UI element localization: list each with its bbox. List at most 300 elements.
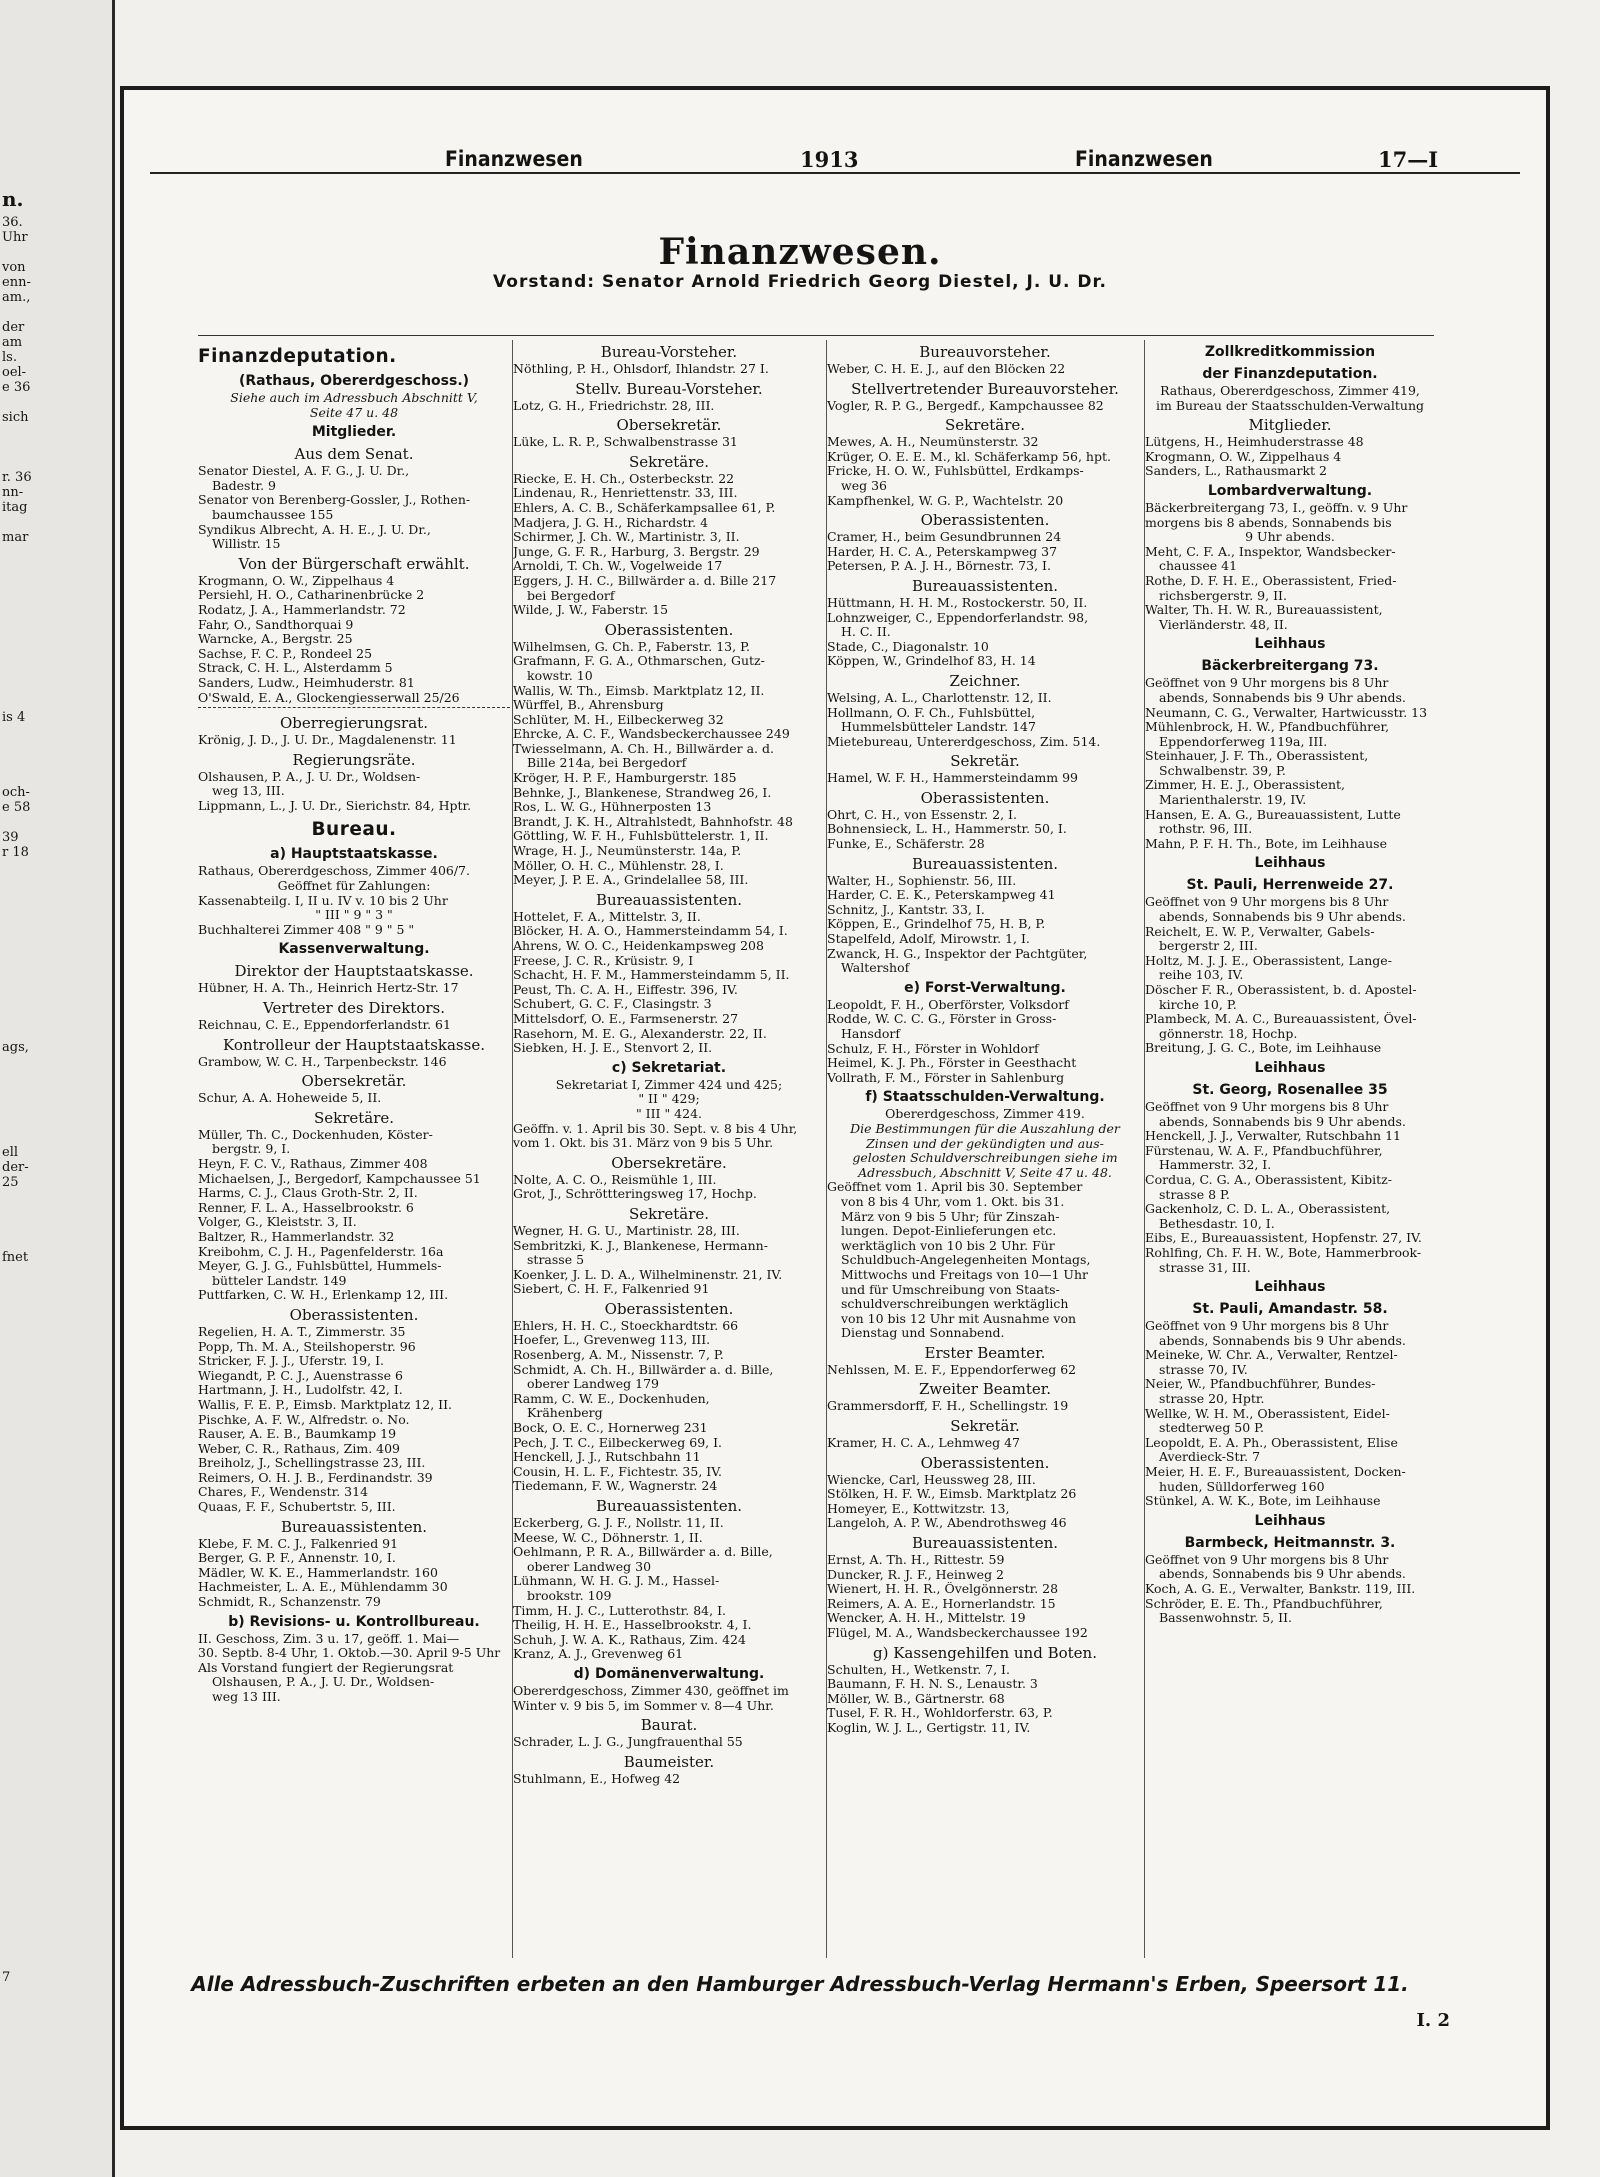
entry-line: Als Vorstand fungiert der Regierungsrat xyxy=(198,1660,454,1675)
entry-line: vom 1. Okt. bis 31. März von 9 bis 5 Uhr. xyxy=(513,1136,774,1151)
entry-line: Geöffnet von 9 Uhr morgens bis 8 Uhr xyxy=(1145,1099,1389,1114)
entry-line: Eibs, E., Bureauassistent, Hopfenstr. 27, IV. xyxy=(1145,1231,1422,1246)
entry-line: Möller, O. H. C., Mühlenstr. 28, I. xyxy=(513,858,724,873)
entry-line: Bock, O. E. C., Hornerweg 231 xyxy=(513,1421,708,1436)
section-heading: Leihhaus xyxy=(1254,1059,1326,1076)
entry-line: morgens bis 8 abends, Sonnabends bis xyxy=(1145,515,1392,530)
entry-line: Koglin, W. J. L., Gertigstr. 11, IV. xyxy=(827,1720,1031,1735)
entry-line: Junge, G. F. R., Harburg, 3. Bergstr. 29 xyxy=(513,544,760,559)
entry-line: Harms, C. J., Claus Groth-Str. 2, II. xyxy=(198,1186,418,1201)
entry-line: Madjera, J. G. H., Richardstr. 4 xyxy=(513,515,709,530)
entry-line: Lüke, L. R. P., Schwalbenstrasse 31 xyxy=(513,435,738,450)
section-heading: Bureauassistenten. xyxy=(911,854,1059,873)
entry-line: Willistr. 15 xyxy=(212,537,281,552)
entry-line: Schlüter, M. H., Eilbeckerweg 32 xyxy=(513,712,724,727)
entry-line: " III " 9 " 3 " xyxy=(315,908,393,923)
entry-line: Stünkel, A. W. K., Bote, im Leihhause xyxy=(1145,1494,1381,1509)
entry-line: Timm, H. J. C., Lutterothstr. 84, I. xyxy=(513,1603,726,1618)
entry-line: 30. Septb. 8-4 Uhr, 1. Oktob.—30. April 9-5 Uhr xyxy=(198,1646,501,1661)
section-heading: Sekretär. xyxy=(950,1417,1020,1436)
section-heading: Sekretäre. xyxy=(628,452,710,471)
margin-fragment: sich xyxy=(2,410,29,425)
margin-fragment: e 36 xyxy=(2,380,31,395)
entry-line: Winter v. 9 bis 5, im Sommer v. 8—4 Uhr. xyxy=(513,1698,774,1713)
margin-fragment: nn- xyxy=(2,485,24,500)
entry-line: Wilhelmsen, G. Ch. P., Faberstr. 13, P. xyxy=(513,639,750,654)
section-heading: Kontrolleur der Hauptstaatskasse. xyxy=(223,1035,485,1054)
columns-area xyxy=(198,335,1434,1960)
section-heading: Lombardverwaltung. xyxy=(1207,482,1373,499)
section-heading: Oberassistenten. xyxy=(604,1299,734,1318)
margin-fragment: der- xyxy=(2,1160,29,1175)
section-heading: Kassenverwaltung. xyxy=(278,941,430,958)
entry-line: Vollrath, F. M., Förster in Sahlenburg xyxy=(827,1070,1065,1085)
section-heading: Sekretäre. xyxy=(628,1204,710,1223)
margin-fragment: r 18 xyxy=(2,845,29,860)
entry-line: Stade, C., Diagonalstr. 10 xyxy=(827,639,989,654)
entry-line: Schur, A. A. Hoheweide 5, II. xyxy=(198,1091,382,1106)
entry-line: Hottelet, F. A., Mittelstr. 3, II. xyxy=(513,909,701,924)
entry-line: Schulz, F. H., Förster in Wohldorf xyxy=(827,1041,1039,1056)
entry-line: Stricker, F. J. J., Uferstr. 19, I. xyxy=(198,1354,384,1369)
section-heading: Sekretäre. xyxy=(313,1108,395,1127)
section-heading: b) Revisions- u. Kontrollbureau. xyxy=(228,1613,480,1630)
entry-line: Wilde, J. W., Faberstr. 15 xyxy=(513,603,669,618)
note-line: Siehe auch im Adressbuch Abschnitt V, xyxy=(230,391,478,405)
entry-line: Volger, G., Kleiststr. 3, II. xyxy=(198,1215,357,1230)
entry-line: Bäckerbreitergang 73, I., geöffn. v. 9 Uhr xyxy=(1145,500,1408,515)
entry-line: Wencker, A. H. H., Mittelstr. 19 xyxy=(827,1611,1026,1626)
entry-line: Hüttmann, H. H. M., Rostockerstr. 50, II. xyxy=(827,595,1088,610)
entry-line: Grafmann, F. G. A., Othmarschen, Gutz- xyxy=(513,654,765,669)
entry-line: Weber, C. H. E. J., auf den Blöcken 22 xyxy=(827,362,1066,376)
section-heading: Mitglieder. xyxy=(1248,416,1332,435)
section-heading: Oberassistenten. xyxy=(920,511,1050,530)
margin-fragment: von xyxy=(2,260,26,275)
entry-line: H. C. II. xyxy=(841,625,891,640)
entry-line: Michaelsen, J., Bergedorf, Kampchaussee 51 xyxy=(198,1171,481,1186)
entry-line: Ros, L. W. G., Hühnerposten 13 xyxy=(513,800,712,815)
entry-line: Ehlers, H. H. C., Stoeckhardtstr. 66 xyxy=(513,1318,739,1333)
column-4 xyxy=(1144,340,1435,1958)
margin-fragment: n. xyxy=(2,187,24,211)
entry-line: Rohlfing, Ch. F. H. W., Bote, Hammerbrook- xyxy=(1145,1245,1422,1260)
entry-line: Heyn, F. C. V., Rathaus, Zimmer 408 xyxy=(198,1157,428,1171)
entry-line: Eckerberg, G. J. F., Nollstr. 11, II. xyxy=(513,1516,724,1530)
section-heading: Vertreter des Direktors. xyxy=(262,999,446,1018)
entry-line: Hollmann, O. F. Ch., Fuhlsbüttel, xyxy=(827,705,1036,720)
entry-line: Geöffn. v. 1. April bis 30. Sept. v. 8 bis 4 Uhr, xyxy=(513,1121,798,1136)
entry-line: Hübner, H. A. Th., Heinrich Hertz-Str. 17 xyxy=(198,981,459,996)
entry-line: oberer Landweg 30 xyxy=(527,1559,652,1574)
entry-line: Quaas, F. F., Schubertstr. 5, III. xyxy=(198,1500,396,1515)
entry-line: Mittelsdorf, O. E., Farmsenerstr. 27 xyxy=(513,1011,739,1026)
entry-line: Lütgens, H., Heimhuderstrasse 48 xyxy=(1145,435,1364,450)
entry-line: Kassenabteilg. I, II u. IV v. 10 bis 2 Uhr xyxy=(198,893,448,908)
entry-line: Leopoldt, F. H., Oberförster, Volksdorf xyxy=(827,997,1069,1012)
section-heading: Oberassistenten. xyxy=(920,788,1050,807)
entry-line: Theilig, H. H. E., Hasselbrookstr. 4, I. xyxy=(513,1618,752,1633)
entry-line: Cordua, C. G. A., Oberassistent, Kibitz- xyxy=(1145,1172,1392,1187)
entry-line: abends, Sonnabends bis 9 Uhr abends. xyxy=(1159,690,1406,705)
entry-line: schuldverschreibungen werktäglich xyxy=(841,1297,1069,1312)
entry-line: Stapelfeld, Adolf, Mirowstr. 1, I. xyxy=(827,932,1030,947)
entry-line: Hoefer, L., Grevenweg 113, III. xyxy=(513,1333,711,1348)
entry-line: Krähenberg xyxy=(527,1406,603,1421)
entry-line: Krogmann, O. W., Zippelhaus 4 xyxy=(198,573,395,588)
note-line: Die Bestimmungen für die Auszahlung der xyxy=(850,1121,1120,1136)
entry-line: Zimmer, H. E. J., Oberassistent, xyxy=(1145,778,1345,793)
entry-line: Fricke, H. O. W., Fuhlsbüttel, Erdkamps- xyxy=(827,464,1084,479)
entry-line: Hammerstr. 32, I. xyxy=(1159,1158,1272,1173)
entry-line: Dienstag und Sonnabend. xyxy=(841,1326,1005,1341)
entry-line: Geöffnet von 9 Uhr morgens bis 8 Uhr xyxy=(1145,1552,1389,1567)
entry-line: Leopoldt, E. A. Ph., Oberassistent, Elise xyxy=(1145,1435,1398,1450)
entry-line: Ernst, A. Th. H., Rittestr. 59 xyxy=(827,1553,1005,1568)
entry-line: Popp, Th. M. A., Steilshoperstr. 96 xyxy=(198,1339,416,1354)
entry-line: Hartmann, J. H., Ludolfstr. 42, I. xyxy=(198,1383,403,1398)
entry-line: " III " 424. xyxy=(635,1106,703,1121)
entry-line: Eppendorferweg 119a, III. xyxy=(1159,734,1328,749)
section-heading: (Rathaus, Obererdgeschoss.) xyxy=(238,373,470,389)
entry-line: strasse 5 xyxy=(527,1253,585,1268)
entry-line: Zwanck, H. G., Inspektor der Pachtgüter, xyxy=(827,946,1088,961)
section-heading: Bureauassistenten. xyxy=(280,1517,428,1536)
entry-line: Meese, W. C., Döhnerstr. 1, II. xyxy=(513,1530,703,1545)
entry-line: Buchhalterei Zimmer 408 " 9 " 5 " xyxy=(198,922,415,937)
entry-line: Olshausen, P. A., J. U. Dr., Woldsen- xyxy=(212,1675,435,1690)
entry-line: Schmidt, A. Ch. H., Billwärder a. d. Bille, xyxy=(513,1362,774,1377)
section-heading: Bureauvorsteher. xyxy=(919,343,1051,361)
entry-line: Kampfhenkel, W. G. P., Wachtelstr. 20 xyxy=(827,493,1064,508)
entry-line: Lühmann, W. H. G. J. M., Hassel- xyxy=(513,1574,720,1589)
entry-line: Siebken, H. J. E., Stenvort 2, II. xyxy=(513,1041,713,1056)
entry-line: Möller, W. B., Gärtnerstr. 68 xyxy=(827,1691,1005,1706)
entry-line: Wallis, F. E. P., Eimsb. Marktplatz 12, II. xyxy=(198,1397,453,1412)
entry-line: brookstr. 109 xyxy=(527,1588,612,1603)
entry-line: Heimel, K. J. Ph., Förster in Geesthacht xyxy=(827,1056,1077,1071)
entry-line: Lindenau, R., Henriettenstr. 33, III. xyxy=(513,486,738,501)
entry-line: Harder, C. E. K., Peterskampweg 41 xyxy=(827,888,1056,903)
note-line: Adressbuch, Abschnitt V, Seite 47 u. 48. xyxy=(858,1165,1112,1180)
entry-line: huden, Sülldorferweg 160 xyxy=(1159,1479,1325,1494)
entry-line: Schacht, H. F. M., Hammersteindamm 5, II. xyxy=(513,968,790,983)
column-1 xyxy=(198,340,510,1958)
entry-line: weg 36 xyxy=(841,478,887,493)
entry-line: Sanders, L., Rathausmarkt 2 xyxy=(1145,464,1327,479)
entry-line: " II " 429; xyxy=(638,1092,700,1107)
section-heading: Zeichner. xyxy=(949,671,1021,690)
margin-fragment: fnet xyxy=(2,1250,29,1265)
entry-line: Geöffnet von 9 Uhr morgens bis 8 Uhr xyxy=(1145,676,1389,691)
entry-line: Schulten, H., Wetkenstr. 7, I. xyxy=(827,1662,1010,1677)
entry-line: Persiehl, H. O., Catharinenbrücke 2 xyxy=(198,588,425,603)
entry-line: Freese, J. C. R., Krüsistr. 9, I xyxy=(513,953,694,968)
section-heading: Direktor der Hauptstaatskasse. xyxy=(234,962,474,981)
margin-fragment: enn- xyxy=(2,275,31,290)
entry-line: Henckell, J. J., Verwalter, Rutschbahn 11 xyxy=(1145,1129,1401,1144)
entry-line: Pech, J. T. C., Eilbeckerweg 69, I. xyxy=(513,1435,723,1450)
entry-line: Blöcker, H. A. O., Hammersteindamm 54, I. xyxy=(513,924,788,939)
entry-line: weg 13 III. xyxy=(212,1690,281,1704)
margin-fragment: ell xyxy=(2,1145,19,1160)
entry-line: Funke, E., Schäferstr. 28 xyxy=(827,837,985,852)
entry-line: Schmidt, R., Schanzenstr. 79 xyxy=(198,1595,381,1610)
entry-line: Ahrens, W. O. C., Heidenkampsweg 208 xyxy=(513,939,764,953)
entry-line: Schuldbuch-Angelegenheiten Montags, xyxy=(841,1253,1091,1268)
entry-line: Bethesdastr. 10, I. xyxy=(1159,1216,1275,1231)
entry-line: Warncke, A., Bergstr. 25 xyxy=(198,632,353,647)
entry-line: Geöffnet von 9 Uhr morgens bis 8 Uhr xyxy=(1145,1319,1389,1334)
entry-line: Wrage, H. J., Neumünsterstr. 14a, P. xyxy=(513,844,742,859)
entry-line: Grammersdorff, F. H., Schellingstr. 19 xyxy=(827,1399,1069,1414)
entry-line: Lotz, G. H., Friedrichstr. 28, III. xyxy=(513,398,715,413)
entry-line: Köppen, E., Grindelhof 75, H. B, P. xyxy=(827,917,1046,932)
entry-line: Nöthling, P. H., Ohlsdorf, Ihlandstr. 27 I. xyxy=(513,362,769,376)
entry-line: Müller, Th. C., Dockenhuden, Köster- xyxy=(198,1127,433,1142)
entry-line: Kröger, H. P. F., Hamburgerstr. 185 xyxy=(513,771,737,786)
separator xyxy=(198,707,510,711)
entry-line: Schwalbenstr. 39, P. xyxy=(1159,763,1286,778)
margin-fragment: 25 xyxy=(2,1175,19,1190)
section-heading: Oberassistenten. xyxy=(604,620,734,639)
entry-line: Tiedemann, F. W., Wagnerstr. 24 xyxy=(513,1479,718,1494)
entry-line: bergerstr 2, III. xyxy=(1159,939,1258,954)
entry-line: Lohnzweiger, C., Eppendorferlandstr. 98, xyxy=(827,610,1089,625)
entry-line: Twiesselmann, A. Ch. H., Billwärder a. d. xyxy=(513,741,774,756)
entry-line: Rodde, W. C. C. G., Förster in Gross- xyxy=(827,1012,1057,1027)
entry-line: Holtz, M. J. J. E., Oberassistent, Lange- xyxy=(1145,953,1392,968)
section-heading: Bureauassistenten. xyxy=(911,1534,1059,1553)
section-heading: St. Georg, Rosenallee 35 xyxy=(1192,1081,1388,1098)
entry-line: Kranz, A. J., Grevenweg 61 xyxy=(513,1647,684,1662)
entry-line: Hansdorf xyxy=(841,1027,900,1041)
entry-line: Nehlssen, M. E. F., Eppendorferweg 62 xyxy=(827,1362,1077,1377)
entry-line: oberer Landweg 179 xyxy=(527,1377,659,1392)
section-heading: Oberassistenten. xyxy=(920,1453,1050,1472)
entry-line: Göttling, W. F. H., Fuhlsbüttelerstr. 1, II. xyxy=(513,829,769,844)
section-heading: c) Sekretariat. xyxy=(611,1059,727,1076)
entry-line: Meyer, J. P. E. A., Grindelallee 58, III. xyxy=(513,873,749,888)
entry-line: Wallis, W. Th., Eimsb. Marktplatz 12, II. xyxy=(513,683,765,698)
section-heading: g) Kassengehilfen und Boten. xyxy=(873,1643,1097,1662)
entry-line: Schubert, G. C. F., Clasingstr. 3 xyxy=(513,997,712,1012)
entry-line: Mahn, P. F. H. Th., Bote, im Leihhause xyxy=(1145,836,1387,851)
entry-line: Cramer, H., beim Gesundbrunnen 24 xyxy=(827,530,1062,545)
margin-fragment: 7 xyxy=(2,1970,11,1985)
entry-line: Breiholz, J., Schellingstrasse 23, III. xyxy=(198,1456,426,1471)
entry-line: Krogmann, O. W., Zippelhaus 4 xyxy=(1145,449,1342,464)
page-title: Finanzwesen. xyxy=(658,231,942,273)
entry-line: Gackenholz, C. D. L. A., Oberassistent, xyxy=(1145,1202,1391,1217)
section-heading: Bureau. xyxy=(311,819,397,841)
entry-line: Rauser, A. E. B., Baumkamp 19 xyxy=(198,1427,397,1442)
entry-line: reihe 103, IV. xyxy=(1159,968,1244,983)
left-page-margin xyxy=(0,0,115,2177)
section-heading: St. Pauli, Amandastr. 58. xyxy=(1192,1301,1388,1318)
entry-line: rothstr. 96, III. xyxy=(1159,822,1253,837)
entry-line: Sanders, Ludw., Heimhuderstr. 81 xyxy=(198,675,415,690)
column-3 xyxy=(826,340,1143,1958)
margin-fragment: am xyxy=(2,335,23,350)
entry-line: Puttfarken, C. W. H., Erlenkamp 12, III. xyxy=(198,1288,449,1303)
entry-line: Würffel, B., Ahrensburg xyxy=(513,698,664,713)
section-heading: Oberregierungsrat. xyxy=(280,714,428,733)
margin-fragment: 36. xyxy=(2,215,23,230)
margin-fragment: 39 xyxy=(2,830,19,845)
entry-line: Sekretariat I, Zimmer 424 und 425; xyxy=(555,1077,783,1092)
entry-line: Schrader, L. J. G., Jungfrauenthal 55 xyxy=(513,1735,743,1750)
entry-line: Reimers, A. A. E., Hornerlandstr. 15 xyxy=(827,1596,1056,1611)
entry-line: Grot, J., Schröttteringsweg 17, Hochp. xyxy=(513,1187,757,1202)
entry-line: Mühlenbrock, H. W., Pfandbuchführer, xyxy=(1145,720,1390,735)
entry-line: Chares, F., Wendenstr. 314 xyxy=(198,1485,369,1500)
entry-line: Averdieck-Str. 7 xyxy=(1159,1450,1261,1465)
margin-fragment: der xyxy=(2,320,25,335)
entry-line: Lippmann, L., J. U. Dr., Sierichstr. 84, Hptr. xyxy=(198,798,472,813)
entry-line: Badestr. 9 xyxy=(212,478,276,493)
entry-line: Walter, H., Sophienstr. 56, III. xyxy=(827,873,1017,888)
entry-line: strasse 31, III. xyxy=(1159,1260,1251,1275)
entry-line: Oehlmann, P. R. A., Billwärder a. d. Bille, xyxy=(513,1545,773,1560)
entry-line: 9 Uhr abends. xyxy=(1245,530,1335,545)
note-line: gelosten Schuldverschreibungen siehe im xyxy=(852,1151,1118,1166)
entry-line: Grambow, W. C. H., Tarpenbeckstr. 146 xyxy=(198,1054,447,1069)
section-heading: Oberassistenten. xyxy=(289,1305,419,1324)
entry-line: Kramer, H. C. A., Lehmweg 47 xyxy=(827,1436,1021,1451)
entry-line: Regelien, H. A. T., Zimmerstr. 35 xyxy=(198,1324,406,1339)
entry-line: Bille 214a, bei Bergedorf xyxy=(527,756,687,771)
section-heading: Finanzdeputation. xyxy=(198,346,397,367)
section-heading: Leihhaus xyxy=(1254,1512,1326,1529)
note-line: Zinsen und der gekündigten und aus- xyxy=(866,1136,1104,1151)
entry-line: Mietebureau, Untererdgeschoss, Zim. 514. xyxy=(827,734,1101,749)
entry-line: Geöffnet vom 1. April bis 30. September xyxy=(827,1180,1083,1195)
section-heading: Barmbeck, Heitmannstr. 3. xyxy=(1184,1534,1396,1551)
printer-signature: I. 2 xyxy=(1416,2010,1450,2031)
entry-line: O'Swald, E. A., Glockengiesserwall 25/26 xyxy=(198,690,460,705)
margin-fragment: Uhr xyxy=(2,230,28,245)
entry-line: Rosenberg, A. M., Nissenstr. 7, P. xyxy=(513,1348,724,1363)
section-heading: der Finanzdeputation. xyxy=(1202,366,1378,382)
entry-line: Meineke, W. Chr. A., Verwalter, Rentzel- xyxy=(1145,1348,1398,1363)
section-heading: Zweiter Beamter. xyxy=(918,1380,1052,1399)
entry-line: Strack, C. H. L., Alsterdamm 5 xyxy=(198,661,393,676)
entry-line: Behnke, J., Blankenese, Strandweg 26, I. xyxy=(513,785,772,800)
entry-line: Krönig, J. D., J. U. Dr., Magdalenenstr. 11 xyxy=(198,733,457,748)
entry-line: Schnitz, J., Kantstr. 33, I. xyxy=(827,902,985,917)
entry-line: Neumann, C. G., Verwalter, Hartwicusstr. 13 xyxy=(1145,705,1428,720)
entry-line: Arnoldi, T. Ch. W., Vogelweide 17 xyxy=(513,559,723,574)
entry-line: lungen. Depot-Einlieferungen etc. xyxy=(841,1224,1057,1239)
section-heading: Bäckerbreitergang 73. xyxy=(1201,658,1379,675)
section-heading: Zollkreditkommission xyxy=(1204,344,1376,360)
entry-line: Rodatz, J. A., Hammerlandstr. 72 xyxy=(198,602,406,617)
page-subtitle: Vorstand: Senator Arnold Friedrich Georg Diestel, J. U. Dr. xyxy=(493,272,1107,292)
entry-line: Renner, F. L. A., Hasselbrookstr. 6 xyxy=(198,1200,414,1215)
entry-line: Meht, C. F. A., Inspektor, Wandsbecker- xyxy=(1145,544,1396,559)
entry-line: bei Bergedorf xyxy=(527,588,615,603)
entry-line: Fahr, O., Sandthorquai 9 xyxy=(198,617,354,632)
section-heading: Bureauassistenten. xyxy=(911,576,1059,595)
margin-fragment: ls. xyxy=(2,350,17,365)
entry-line: bütteler Landstr. 149 xyxy=(212,1273,347,1288)
section-heading: Bureauassistenten. xyxy=(595,890,743,909)
entry-line: Senator von Berenberg-Gossler, J., Rothen- xyxy=(198,493,471,508)
entry-line: Nolte, A. C. O., Reismühle 1, III. xyxy=(513,1172,717,1187)
margin-fragment: och- xyxy=(2,785,30,800)
entry-line: Waltershof xyxy=(841,961,910,976)
section-heading: Aus dem Senat. xyxy=(294,445,414,464)
section-heading: Sekretär. xyxy=(950,752,1020,771)
entry-line: und für Umschreibung von Staats- xyxy=(841,1282,1060,1297)
entry-line: Riecke, E. H. Ch., Osterbeckstr. 22 xyxy=(513,471,735,486)
entry-line: Rathaus, Obererdgeschoss, Zimmer 406/7. xyxy=(198,864,470,879)
entry-line: Steinhauer, J. F. Th., Oberassistent, xyxy=(1145,749,1369,764)
entry-line: Neier, W., Pfandbuchführer, Bundes- xyxy=(1145,1377,1376,1392)
section-heading: a) Hauptstaatskasse. xyxy=(270,846,438,863)
entry-line: Geöffnet von 9 Uhr morgens bis 8 Uhr xyxy=(1145,895,1389,910)
entry-line: Flügel, M. A., Wandsbeckerchaussee 192 xyxy=(827,1626,1088,1640)
entry-line: baumchaussee 155 xyxy=(212,507,334,522)
entry-line: Fürstenau, W. A. F., Pfandbuchführer, xyxy=(1145,1143,1383,1158)
running-header-year: 1913 xyxy=(800,147,859,172)
entry-line: Obererdgeschoss, Zimmer 430, geöffnet im xyxy=(513,1683,789,1698)
entry-line: Sachse, F. C. P., Rondeel 25 xyxy=(198,646,373,661)
entry-line: Vierländerstr. 48, II. xyxy=(1159,617,1288,632)
entry-line: Langeloh, A. P. W., Abendrothsweg 46 xyxy=(827,1516,1067,1531)
entry-line: im Bureau der Staatsschulden-Verwaltung xyxy=(1156,398,1424,413)
section-heading: Mitglieder. xyxy=(311,424,397,441)
entry-line: stedterweg 50 P. xyxy=(1159,1421,1265,1436)
entry-line: Krüger, O. E. E. M., kl. Schäferkamp 56, hpt. xyxy=(827,449,1111,464)
entry-line: Baltzer, R., Hammerlandstr. 32 xyxy=(198,1229,395,1244)
column-2 xyxy=(512,340,825,1958)
entry-line: Hachmeister, L. A. E., Mühlendamm 30 xyxy=(198,1580,448,1595)
entry-line: weg 13, III. xyxy=(212,784,285,799)
entry-line: strasse 70, IV. xyxy=(1159,1362,1248,1377)
section-heading: Baurat. xyxy=(640,1716,698,1735)
entry-line: Obererdgeschoss, Zimmer 419. xyxy=(885,1107,1085,1122)
entry-line: Berger, G. P. F., Annenstr. 10, I. xyxy=(198,1551,396,1566)
entry-line: Mädler, W. K. E., Hammerlandstr. 160 xyxy=(198,1565,438,1580)
entry-line: chaussee 41 xyxy=(1159,559,1238,574)
entry-line: Pischke, A. F. W., Alfredstr. o. No. xyxy=(198,1412,410,1427)
entry-line: Reimers, O. H. J. B., Ferdinandstr. 39 xyxy=(198,1470,433,1485)
entry-line: Hummelsbütteler Landstr. 147 xyxy=(841,720,1036,735)
margin-fragment: itag xyxy=(2,500,28,515)
section-heading: Bureau-Vorsteher. xyxy=(600,343,738,361)
page-number: 17—I xyxy=(1378,147,1439,172)
entry-line: Hansen, E. A. G., Bureauassistent, Lutte xyxy=(1145,807,1401,822)
section-heading: Regierungsräte. xyxy=(292,750,416,769)
entry-line: Baumann, F. H. N. S., Lenaustr. 3 xyxy=(827,1677,1038,1692)
entry-line: Vogler, R. P. G., Bergedf., Kampchaussee 82 xyxy=(827,398,1104,413)
entry-line: richsbergerstr. 9, II. xyxy=(1159,588,1287,603)
entry-line: Ehlers, A. C. B., Schäferkampsallee 61, P. xyxy=(513,500,776,515)
entry-line: Ramm, C. W. E., Dockenhuden, xyxy=(513,1391,710,1406)
entry-line: Köppen, W., Grindelhof 83, H. 14 xyxy=(827,654,1036,669)
section-heading: Obersekretäre. xyxy=(611,1153,727,1172)
entry-line: von 8 bis 4 Uhr, vom 1. Okt. bis 31. xyxy=(841,1194,1065,1209)
entry-line: kirche 10, P. xyxy=(1159,997,1237,1012)
margin-fragment: am., xyxy=(2,290,31,305)
entry-line: Plambeck, M. A. C., Bureauassistent, Övel- xyxy=(1145,1012,1417,1027)
entry-line: Meyer, G. J. G., Fuhlsbüttel, Hummels- xyxy=(198,1259,442,1274)
entry-line: Syndikus Albrecht, A. H. E., J. U. Dr., xyxy=(198,522,431,537)
entry-line: Koenker, J. L. D. A., Wilhelminenstr. 21, IV. xyxy=(513,1267,783,1282)
margin-fragment: mar xyxy=(2,530,29,545)
